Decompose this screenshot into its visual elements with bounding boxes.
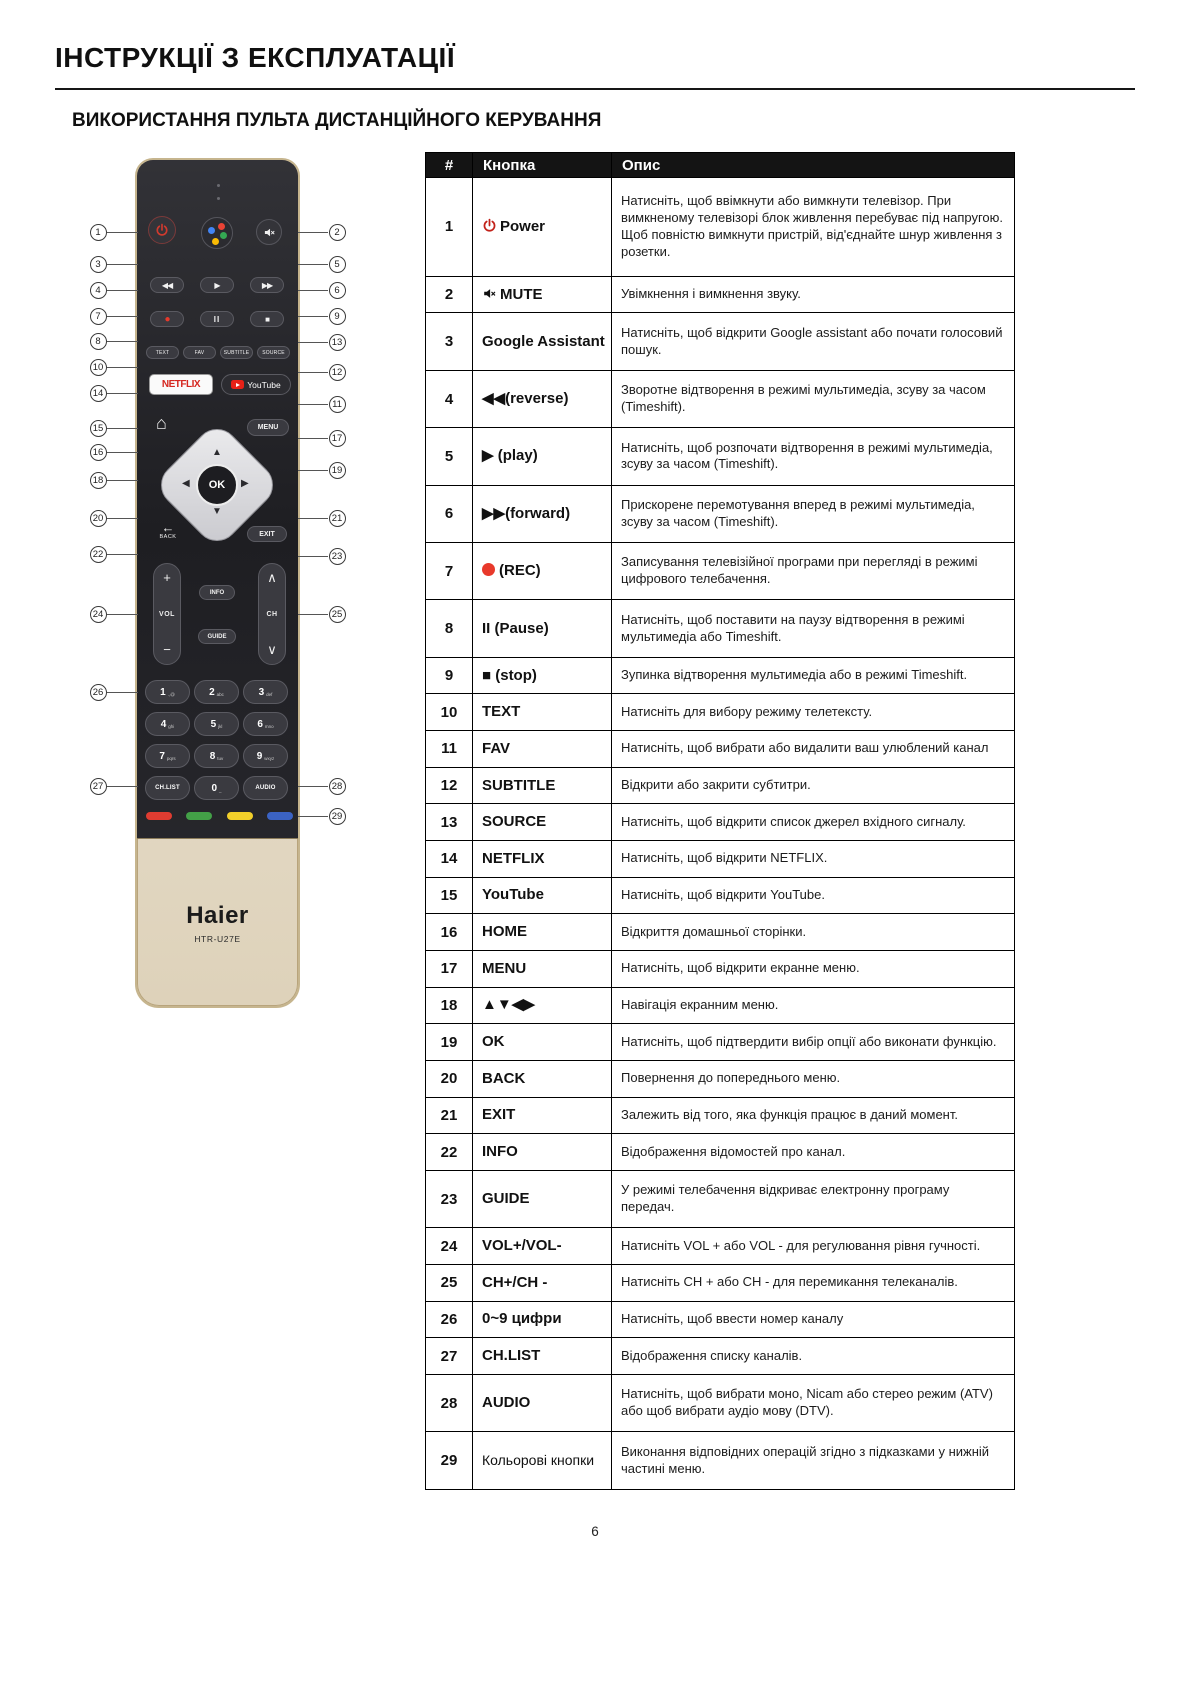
mic-hole [217, 197, 220, 200]
mute-button [256, 219, 282, 245]
table-row [426, 1024, 1015, 1061]
brand-logo: Haier [186, 902, 249, 929]
table-row [426, 178, 1015, 277]
ch-down-icon: ∨ [267, 642, 277, 657]
table-row [426, 950, 1015, 987]
table-row [426, 694, 1015, 731]
netflix-button [149, 374, 213, 395]
table-row [426, 1374, 1015, 1431]
callout-10: 10 [90, 359, 107, 376]
row-button-label: Power [473, 178, 612, 277]
row-description: Залежить від того, яка функція працює в даний момент. [612, 1097, 1015, 1134]
play-button [200, 277, 234, 293]
row-number: 5 [426, 428, 473, 485]
back-button: ← BACK [151, 521, 185, 540]
callout-line [298, 556, 328, 557]
callout-line [298, 438, 328, 439]
row-description: Натисніть, щоб підтвердити вибір опції або виконати функцію. [612, 1024, 1015, 1061]
row-description: Натисніть, щоб вибрати моно, Nicam або стерео режим (ATV) або щоб вибрати аудіо мову (DTV). [612, 1374, 1015, 1431]
digit-button-1: 1 .,@ [145, 680, 190, 704]
table-row [426, 731, 1015, 768]
row-description: Натисніть, щоб поставити на паузу відтворення в режимі мультимедіа або Timeshift. [612, 600, 1015, 657]
row-number: 26 [426, 1301, 473, 1338]
callout-25: 25 [329, 606, 346, 623]
callout-line [107, 480, 138, 481]
callout-line [298, 614, 328, 615]
callout-27: 27 [90, 778, 107, 795]
row-button-label: AUDIO [473, 1374, 612, 1431]
row-description: Натисніть, щоб розпочати відтворення в режимі мультимедіа, зсуву за часом (Timeshift). [612, 428, 1015, 485]
table-row [426, 1097, 1015, 1134]
record-button [150, 311, 184, 327]
vol-minus-icon: − [163, 642, 171, 657]
table-row [426, 914, 1015, 951]
callout-line [107, 264, 138, 265]
channel-rocker: ∧ CH ∨ [258, 563, 286, 665]
row-button-label: Кольорові кнопки [473, 1432, 612, 1490]
table-row [426, 767, 1015, 804]
callout-8: 8 [90, 333, 107, 350]
youtube-play-icon [231, 380, 244, 389]
table-row [426, 485, 1015, 542]
mute-icon [482, 286, 497, 301]
callout-line [298, 404, 328, 405]
callout-line [298, 816, 328, 817]
row-button-label: Google Assistant [473, 313, 612, 370]
row-button-label: ◀◀(reverse) [473, 370, 612, 427]
text-button: TEXT [146, 346, 179, 359]
callout-21: 21 [329, 510, 346, 527]
google-assistant-icon [208, 227, 215, 234]
guide-button: GUIDE [198, 629, 236, 644]
row-number: 21 [426, 1097, 473, 1134]
digit-button-4: 4 ghi [145, 712, 190, 736]
table-header-row [426, 153, 1015, 178]
row-button-label: GUIDE [473, 1170, 612, 1227]
table-row [426, 542, 1015, 599]
row-button-label: BACK [473, 1060, 612, 1097]
row-number: 1 [426, 178, 473, 277]
color-keys-row [146, 812, 293, 820]
digit-button-6: 6 mno [243, 712, 288, 736]
nav-up-icon: ▲ [212, 447, 222, 458]
exit-button: EXIT [247, 526, 287, 542]
page-title: ІНСТРУКЦІЇ З ЕКСПЛУАТАЦІЇ [55, 42, 456, 73]
model-number: HTR-U27E [194, 934, 241, 944]
volume-rocker: + VOL − [153, 563, 181, 665]
callout-15: 15 [90, 420, 107, 437]
table-row [426, 1228, 1015, 1265]
callout-line [107, 786, 138, 787]
row-button-label: ▶▶(forward) [473, 485, 612, 542]
row-description: Натисніть, щоб відкрити YouTube. [612, 877, 1015, 914]
table-row [426, 276, 1015, 313]
fav-button: FAV [183, 346, 216, 359]
callout-1: 1 [90, 224, 107, 241]
callout-13: 13 [329, 334, 346, 351]
digit-button-8: 8 tuv [194, 744, 239, 768]
callout-9: 9 [329, 308, 346, 325]
row-button-label: EXIT [473, 1097, 612, 1134]
row-number: 25 [426, 1264, 473, 1301]
play-icon: ▶ [214, 280, 220, 290]
page-number: 6 [591, 1524, 599, 1539]
callout-3: 3 [90, 256, 107, 273]
rewind-icon: ◀◀ [161, 280, 173, 290]
table-row [426, 841, 1015, 878]
row-description: Зворотне відтворення в режимі мультимедіа, зсуву за часом (Timeshift). [612, 370, 1015, 427]
row-description: Натисніть VOL + або VOL - для регулювання рівня гучності. [612, 1228, 1015, 1265]
callout-16: 16 [90, 444, 107, 461]
row-button-label: NETFLIX [473, 841, 612, 878]
callout-2: 2 [329, 224, 346, 241]
menu-button: MENU [247, 419, 289, 436]
callout-line [107, 341, 138, 342]
row-description: Відкриття домашньої сторінки. [612, 914, 1015, 951]
source-button: SOURCE [257, 346, 290, 359]
home-icon: ⌂ [156, 413, 167, 433]
row-button-label: ▲▼◀▶ [473, 987, 612, 1024]
power-icon [482, 218, 497, 233]
callout-line [107, 290, 138, 291]
nav-left-icon: ◀ [182, 478, 190, 489]
color-key-button [186, 812, 212, 820]
nav-right-icon: ▶ [241, 478, 249, 489]
power-icon [155, 223, 169, 237]
table-row [426, 987, 1015, 1024]
callout-26: 26 [90, 684, 107, 701]
row-description: Натисніть CH + або CH - для перемикання телеканалів. [612, 1264, 1015, 1301]
row-number: 12 [426, 767, 473, 804]
row-number: 16 [426, 914, 473, 951]
callout-11: 11 [329, 396, 346, 413]
row-button-label: YouTube [473, 877, 612, 914]
callout-20: 20 [90, 510, 107, 527]
row-number: 10 [426, 694, 473, 731]
callout-6: 6 [329, 282, 346, 299]
number-keypad [143, 678, 296, 806]
mute-icon [263, 226, 276, 239]
row-number: 22 [426, 1134, 473, 1171]
remote-upper-section [137, 160, 298, 839]
audio-button: AUDIO [243, 776, 288, 800]
row-description: Увімкнення і вимкнення звуку. [612, 276, 1015, 313]
google-assistant-button [201, 217, 233, 249]
row-number: 11 [426, 731, 473, 768]
button-description-table [425, 152, 1015, 1490]
forward-icon: ▶▶ [261, 280, 273, 290]
row-button-label: SUBTITLE [473, 767, 612, 804]
callout-line [298, 290, 328, 291]
callout-4: 4 [90, 282, 107, 299]
callout-line [298, 264, 328, 265]
table-row [426, 313, 1015, 370]
power-button [148, 216, 176, 244]
record-icon: ● [164, 313, 170, 325]
youtube-logo: YouTube [247, 379, 281, 390]
row-number: 2 [426, 276, 473, 313]
row-button-label: HOME [473, 914, 612, 951]
row-number: 24 [426, 1228, 473, 1265]
callout-17: 17 [329, 430, 346, 447]
row-button-label: SOURCE [473, 804, 612, 841]
row-description: Відображення списку каналів. [612, 1338, 1015, 1375]
digit-button-3: 3 def [243, 680, 288, 704]
rec-icon [482, 563, 495, 576]
row-button-label: CH.LIST [473, 1338, 612, 1375]
callout-22: 22 [90, 546, 107, 563]
row-description: У режимі телебачення відкриває електронну програму передач. [612, 1170, 1015, 1227]
remote-body [135, 158, 300, 1008]
digit-button-2: 2 abc [194, 680, 239, 704]
callout-12: 12 [329, 364, 346, 381]
table-row [426, 1432, 1015, 1490]
table-row [426, 600, 1015, 657]
table-row [426, 1134, 1015, 1171]
row-description: Натисніть, щоб відкрити список джерел вхідного сигналу. [612, 804, 1015, 841]
digit-button-0: 0 _ [194, 776, 239, 800]
row-button-label: ▶ (play) [473, 428, 612, 485]
ch-up-icon: ∧ [267, 570, 277, 585]
callout-line [298, 232, 328, 233]
row-number: 3 [426, 313, 473, 370]
header-number: # [426, 153, 473, 178]
youtube-button [221, 374, 291, 395]
row-button-label: MENU [473, 950, 612, 987]
table-row [426, 428, 1015, 485]
table-row [426, 1060, 1015, 1097]
callout-19: 19 [329, 462, 346, 479]
callout-line [107, 316, 138, 317]
row-number: 17 [426, 950, 473, 987]
row-button-label: ■ (stop) [473, 657, 612, 694]
header-button: Кнопка [473, 153, 612, 178]
row-number: 18 [426, 987, 473, 1024]
remote-illustration [60, 150, 420, 1040]
callout-24: 24 [90, 606, 107, 623]
row-number: 4 [426, 370, 473, 427]
row-description: Зупинка відтворення мультимедіа або в режимі Timeshift. [612, 657, 1015, 694]
table-row [426, 370, 1015, 427]
stop-button [250, 311, 284, 327]
digit-button-9: 9 wxyz [243, 744, 288, 768]
row-button-label: VOL+/VOL- [473, 1228, 612, 1265]
subtitle-button: SUBTITLE [220, 346, 253, 359]
row-number: 15 [426, 877, 473, 914]
row-button-label: 0~9 цифри [473, 1301, 612, 1338]
row-description: Натисніть, щоб відкрити Google assistant або почати голосовий пошук. [612, 313, 1015, 370]
callout-line [107, 692, 138, 693]
vol-plus-icon: + [163, 570, 171, 585]
callout-line [298, 470, 328, 471]
pause-button [200, 311, 234, 327]
row-button-label: OK [473, 1024, 612, 1061]
callout-23: 23 [329, 548, 346, 565]
callout-line [298, 316, 328, 317]
callout-line [107, 614, 138, 615]
digit-button-5: 5 jkl [194, 712, 239, 736]
row-description: Натисніть для вибору режиму телетексту. [612, 694, 1015, 731]
callout-line [107, 232, 138, 233]
callout-14: 14 [90, 385, 107, 402]
row-number: 8 [426, 600, 473, 657]
callout-line [298, 518, 328, 519]
row-button-label: CH+/CH - [473, 1264, 612, 1301]
callout-line [298, 786, 328, 787]
callout-7: 7 [90, 308, 107, 325]
row-number: 23 [426, 1170, 473, 1227]
row-number: 27 [426, 1338, 473, 1375]
row-description: Натисніть, щоб відкрити NETFLIX. [612, 841, 1015, 878]
table-row [426, 1338, 1015, 1375]
callout-5: 5 [329, 256, 346, 273]
row-description: Натисніть, щоб вибрати або видалити ваш улюблений канал [612, 731, 1015, 768]
row-button-label: (REC) [473, 542, 612, 599]
row-number: 28 [426, 1374, 473, 1431]
netflix-logo: NETFLIX [161, 379, 201, 390]
nav-down-icon: ▼ [212, 506, 222, 517]
row-number: 20 [426, 1060, 473, 1097]
color-key-button [146, 812, 172, 820]
color-key-button [267, 812, 293, 820]
row-description: Відображення відомостей про канал. [612, 1134, 1015, 1171]
row-description: Натисніть, щоб відкрити екранне меню. [612, 950, 1015, 987]
row-number: 13 [426, 804, 473, 841]
callout-18: 18 [90, 472, 107, 489]
row-number: 19 [426, 1024, 473, 1061]
rewind-button [150, 277, 184, 293]
table-row [426, 804, 1015, 841]
stop-icon: ■ [265, 314, 269, 324]
back-arrow-icon: ← [161, 520, 175, 535]
callout-29: 29 [329, 808, 346, 825]
callout-28: 28 [329, 778, 346, 795]
callout-line [107, 554, 138, 555]
row-button-label: MUTE [473, 276, 612, 313]
table-row [426, 1264, 1015, 1301]
callout-line [107, 452, 138, 453]
row-description: Записування телевізійної програми при перегляді в режимі цифрового телебачення. [612, 542, 1015, 599]
info-button: INFO [199, 585, 235, 600]
table-row [426, 1301, 1015, 1338]
forward-button [250, 277, 284, 293]
title-divider [55, 88, 1135, 90]
row-button-label: FAV [473, 731, 612, 768]
row-description: Відкрити або закрити субтитри. [612, 767, 1015, 804]
row-button-label: II (Pause) [473, 600, 612, 657]
row-description: Навігація екранним меню. [612, 987, 1015, 1024]
row-description: Натисніть, щоб ввімкнути або вимкнути телевізор. При вимкненому телевізорі блок живлення перебуває під напругою. Щоб повністю вимкнути пристрій, від'єднайте шнур живлення з розетки. [612, 178, 1015, 277]
callout-line [298, 342, 328, 343]
row-number: 7 [426, 542, 473, 599]
callout-line [107, 518, 138, 519]
row-button-label: TEXT [473, 694, 612, 731]
row-description: Прискорене перемотування вперед в режимі мультимедіа, зсуву за часом (Timeshift). [612, 485, 1015, 542]
section-title: ВИКОРИСТАННЯ ПУЛЬТА ДИСТАНЦІЙНОГО КЕРУВАННЯ [72, 110, 602, 131]
row-number: 29 [426, 1432, 473, 1490]
color-key-button [227, 812, 253, 820]
row-number: 6 [426, 485, 473, 542]
digit-button-7: 7 pqrs [145, 744, 190, 768]
ok-button: OK [196, 464, 238, 506]
mic-hole [217, 184, 220, 187]
callout-line [107, 367, 138, 368]
row-number: 9 [426, 657, 473, 694]
table-row [426, 1170, 1015, 1227]
chlist-button: CH.LIST [145, 776, 190, 800]
row-button-label: INFO [473, 1134, 612, 1171]
row-number: 14 [426, 841, 473, 878]
row-description: Виконання відповідних операцій згідно з підказками у нижній частині меню. [612, 1432, 1015, 1490]
row-description: Натисніть, щоб ввести номер каналу [612, 1301, 1015, 1338]
callout-line [107, 393, 138, 394]
row-description: Повернення до попереднього меню. [612, 1060, 1015, 1097]
table-row [426, 877, 1015, 914]
callout-line [298, 372, 328, 373]
table-row [426, 657, 1015, 694]
header-description: Опис [612, 153, 1015, 178]
pause-icon: II [213, 314, 221, 324]
callout-line [107, 428, 138, 429]
